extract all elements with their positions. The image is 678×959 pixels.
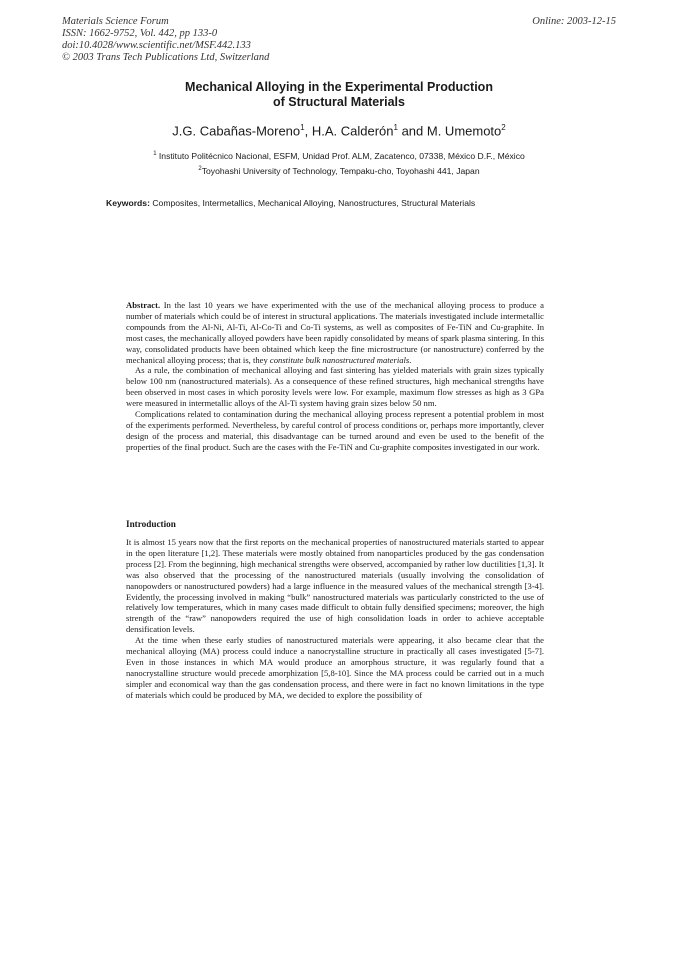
keywords-text: Composites, Intermetallics, Mechanical Alloying, Nanostructures, Structural Materials — [152, 198, 476, 208]
copyright-line: © 2003 Trans Tech Publications Ltd, Switzerland — [62, 52, 270, 63]
affiliation-mark: 1 — [153, 151, 157, 158]
author-affiliation-mark: 1 — [393, 123, 398, 132]
abstract-label: Abstract. — [126, 300, 161, 310]
journal-name: Materials Science Forum — [62, 16, 169, 27]
affiliation-2 — [80, 166, 598, 176]
abstract-paragraph-2: As a rule, the combination of mechanical alloying and fast sintering has yielded materials with grain sizes typically below 100 nm (nanostructured materials). As a consequence of these refined structures, high mechanical strengths have been observed in most cases in which porosity levels were low. For example, maximum flow stresses as high as 3 GPa were measured in intermetallic alloys of the Al-Ti system having grain sizes below 50 nm. — [126, 365, 544, 409]
paper-title — [100, 80, 578, 110]
author-affiliation-mark: 1 — [300, 123, 305, 132]
keywords-label: Keywords: — [106, 198, 150, 208]
title-line-1: Mechanical Alloying in the Experimental Production — [185, 80, 493, 94]
affiliation-text: Toyohashi University of Technology, Tempaku-cho, Toyohashi 441, Japan — [201, 166, 480, 176]
affiliation-1 — [80, 151, 598, 161]
author-affiliation-mark: 2 — [501, 123, 506, 132]
title-line-2: of Structural Materials — [273, 95, 405, 109]
abstract-emphasis: constitute bulk nanostructured materials — [269, 354, 410, 365]
keywords — [106, 198, 475, 208]
author-name: J.G. Cabañas-Moreno — [172, 123, 301, 139]
abstract-period: . — [409, 354, 412, 365]
introduction-heading: Introduction — [126, 519, 176, 529]
online-date: Online: 2003-12-15 — [532, 16, 616, 27]
author-name: H.A. Calderón — [311, 123, 394, 139]
doi-line: doi:10.4028/www.scientific.net/MSF.442.133 — [62, 40, 251, 51]
author-list: J.G. Cabañas-Moreno$^1$, H.A. Calderón$^1$ and M. Umemoto$^2$ — [172, 123, 506, 139]
affiliation-text: Instituto Politécnico Nacional, ESFM, Unidad Prof. ALM, Zacatenco, 07338, México D.F., México — [158, 151, 525, 161]
introduction-paragraph-2: At the time when these early studies of nanostructured materials were appearing, it also became clear that the mechanical alloying (MA) process could induce a nanocrystalline structure in practically all cases investigated [5-7]. Even in those instances in which MA would produce an amorphous structure, it was regularly found that a nanocrystalline structure would precede amorphization [5,8-10]. Since the MA process could be carried out in a much simpler and economical way than the gas condensation process, and there were in fact no known limitations in the type of materials which could be produced by MA, we decided to explore the possibility of — [126, 635, 544, 700]
affiliation-mark: 2 — [198, 166, 202, 173]
introduction-body — [126, 537, 544, 701]
issn-line: ISSN: 1662-9752, Vol. 442, pp 133-0 — [62, 28, 218, 39]
abstract-paragraph-3: Complications related to contamination during the mechanical alloying process represent a potential problem in most of the experiments performed. Nevertheless, by careful control of process conditions or, perhaps more importantly, clever design of the process and material, this disadvantage can be turned around and even be used to the benefit of the properties of the final product. Such are the cases with the Fe-TiN and Cu-graphite composites investigated in our work. — [126, 409, 544, 452]
abstract-paragraph-1 — [126, 300, 544, 365]
author-name: M. Umemoto — [426, 123, 502, 139]
abstract-text: In the last 10 years we have experimented with the use of the mechanical alloying process to produce a number of materials which could be of interest in structural applications. The materials investigated include intermetallic compounds from the Al-Ni, Al-Ti, Al-Co-Ti and Co-Ti systems, as well as composites of Fe-TiN and Cu-graphite. In most cases, the mechanically alloyed powders have been rapidly consolidated by means of spark plasma sintering. In this way, consolidated products have been obtained which keep the fine microstructure (or nanostructure) conferred by the mechanical alloying process; that is, they — [126, 300, 544, 365]
introduction-paragraph-1: It is almost 15 years now that the first reports on the mechanical properties of nanostructured materials started to appear in the open literature [1,2]. These materials were mostly obtained from nanoparticles produced by the gas condensation process [2]. From the beginning, high mechanical strengths were observed, accompanied by rather low ductilities [1,3]. It was also observed that the processing of the nanostructured materials (usually involving the consolidation of nanopowders or nanostructured powders) had a large influence in the measured values of the mechanical strength [3-4]. Evidently, the processing involved in making “bulk” nanostructured materials was particularly constricted to the use of relatively low temperatures, which in many cases made difficult to obtain fully densified specimens; moreover, the high strength of the “raw” nanopowders required the use of high consolidation loads in order to achieve acceptable densification levels. — [126, 537, 544, 635]
abstract — [126, 300, 544, 453]
journal-header — [62, 16, 269, 64]
